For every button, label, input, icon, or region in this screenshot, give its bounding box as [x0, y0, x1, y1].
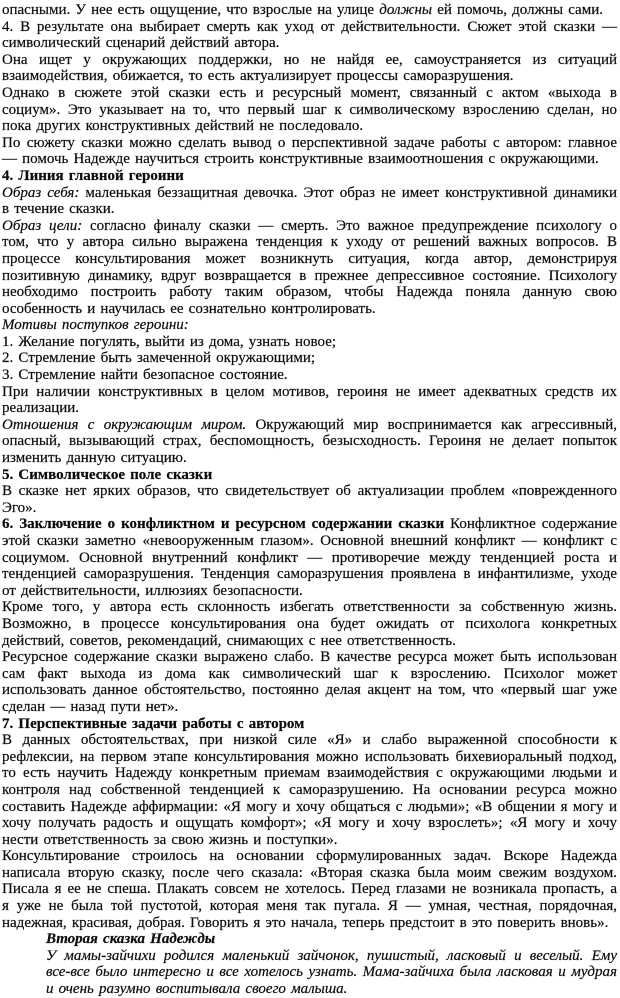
text-segment: 1. Желание погулять, выйти из дома, узнать новое;: [2, 333, 337, 350]
text-segment: опасными. У нее есть ощущение, что взрослые на улице: [2, 2, 380, 18]
text-segment: 5. Символическое поле сказки: [2, 466, 213, 483]
para-seeks-support: [2, 52, 617, 85]
para-perspective-conclusion: [2, 135, 617, 168]
text-segment: В сказке нет ярких образов, что свидетельствует об актуализации проблем «поврежденного Эго».: [2, 483, 617, 516]
para-means-lack: [2, 384, 617, 417]
quote-body: [46, 948, 617, 998]
para-resource-moment: [2, 85, 617, 135]
text-segment: Образ себя:: [2, 184, 80, 201]
para-item4-result: [2, 19, 617, 52]
list-item-1: [2, 334, 617, 351]
text-segment: 4. В результате она выбирает смерть как уход от действительности. Сюжет этой сказки — символический сценарий действий автора.: [2, 18, 617, 52]
text-segment: Вторая сказка Надежды: [46, 931, 216, 948]
text-segment: 7. Перспективные задачи работы с автором: [2, 715, 305, 732]
heading-perspective-tasks: [2, 716, 617, 733]
text-segment: согласно финалу сказки — смерть. Это важное предупреждение психологу о том, что у автора сильно выражена тенденция к уходу от решений важных вопросов. В процессе консультирования может возникнуть ситуация, когда автор, демонстрируя позитивную динамику, вдруг возвращается в прежнее депрессивное состояние. Психологу необходимо построить работу таким образом, чтобы Надежда поняла данную свою особенность и научилась ее сознательно контролировать.: [2, 217, 617, 317]
para-conflict-conclusion: [2, 516, 617, 599]
text-segment: Кроме того, у автора есть склонность избегать ответственности за собственную жизнь. Возможно, в процессе консультирования она будет ожидать от психолога конкретных действий, советов, рекомендаций, снимающих с нее ответственность.: [2, 599, 617, 649]
para-no-bright-images: [2, 483, 617, 516]
text-segment: 6. Заключение о конфликтном и ресурсном содержании сказки: [2, 516, 445, 533]
text-segment: маленькая беззащитная девочка. Этот образ не имеет конструктивной динамики в течение сказки.: [2, 184, 617, 218]
text-segment: Она ищет у окружающих поддержки, но не найдя ее, самоустраняется из ситуаций взаимодействия, обижается, то есть актуализирует процессы саморазрушения.: [2, 51, 617, 85]
quote-title: [46, 931, 617, 948]
para-avoid-responsibility: [2, 599, 617, 649]
para-behavioral-approach: [2, 732, 617, 848]
text-segment: Ресурсное содержание сказки выражено слабо. В качестве ресурса может быть использован сам факт выхода из дома как символический шаг к взрослению. Психолог может использовать данное обстоятельство, постоянно делая акцент на том, что «первый шаг уже сделан — назад пути нет».: [2, 649, 617, 715]
para-self-image: [2, 185, 617, 218]
text-segment: Окружающий мир воспринимается как агрессивный, опасный, вызывающий страх, беспомощность, безысходность. Героиня не делает попыток изменить данную ситуацию.: [2, 416, 617, 467]
text-segment: Отношения с окружающим миром.: [2, 416, 247, 433]
para-counseling-result: [2, 848, 617, 931]
text-segment: Конфликтное содержание этой сказки заметно «невооруженным глазом». Основной внешний конфликт — конфликт с социумом. Основной внутренний конфликт — противоречие между тенденцией роста и тенденцией саморазрушения. Тенденция саморазрушения проявлена в инфантилизме, уходе от действительности, иллюзиях безопасности.: [2, 516, 617, 599]
heading-heroine-line: [2, 168, 617, 185]
document-body: [2, 2, 617, 998]
list-item-2: [2, 350, 617, 367]
text-segment: У мамы-зайчихи родился маленький зайчонок, пушистый, ласковый и веселый. Ему все-все было интересно и все хотелось узнать. Мама-зайчиха была ласковая и мудрая и очень разумно воспитывала своего малыша.: [46, 947, 617, 998]
para-motives-label: [2, 317, 617, 334]
text-segment: Однако в сюжете этой сказки есть и ресурсный момент, связанный с актом «выхода в социум». Это указывает на то, что первый шаг к символическому взрослению сделан, но пока других конструктивных действий не последовало.: [2, 84, 617, 135]
text-segment: ей помочь, должны сами.: [432, 2, 603, 18]
text-segment: В данных обстоятельствах, при низкой силе «Я» и слабо выраженной способности к рефлексии, на первом этапе консультирования можно использовать бихевиоральный подход, то есть научить Надежду конкретным приемам взаимодействия с окружающими людьми и контроля над собственной тенденцией к саморазрушению. На основании ресурса можно составить Надежде аффирмации: «Я могу и хочу общаться с людьми»; «В общении я могу и хочу получать радость и ощущать комфорт»; «Я могу и хочу взрослеть»; «Я могу и хочу нести ответственность за свою жизнь и поступки».: [2, 732, 617, 848]
para-world-relations: [2, 417, 617, 467]
text-segment: 3. Стремление найти безопасное состояние.: [2, 367, 288, 384]
heading-symbolic-field: [2, 467, 617, 484]
text-segment: 4. Линия главной героини: [2, 167, 184, 184]
para-resource-content: [2, 649, 617, 715]
text-segment: При наличии конструктивных в целом мотивов, героиня не имеет адекватных средств их реализации.: [2, 383, 617, 417]
text-segment: 2. Стремление быть замеченной окружающими;: [2, 350, 316, 367]
text-segment: Консультирование строилось на основании сформулированных задач. Вскоре Надежда написала вторую сказку, после чего сказала: «Вторая сказка была моим свежим воздухом. Писала я ее не спеша. Плакать совсем не хотелось. Перед глазами не возникала пропасть, а я уже не была той пустотой, которая меня так пугала. Я — умная, честная, порядочная, надежная, красивая, добрая. Говорить я это начала, теперь предстоит в это поверить вновь».: [2, 848, 617, 931]
text-segment: должны: [379, 2, 433, 18]
list-item-3: [2, 367, 617, 384]
text-segment: Мотивы поступков героини:: [2, 317, 189, 334]
para-adults-should-help: [2, 2, 617, 19]
text-segment: Образ цели:: [2, 217, 83, 234]
text-segment: По сюжету сказки можно сделать вывод о перспективной задаче работы с автором: главное — помочь Надежде научиться строить конструктивные взаимоотношения с окружающими.: [2, 134, 617, 168]
para-goal-image: [2, 218, 617, 318]
